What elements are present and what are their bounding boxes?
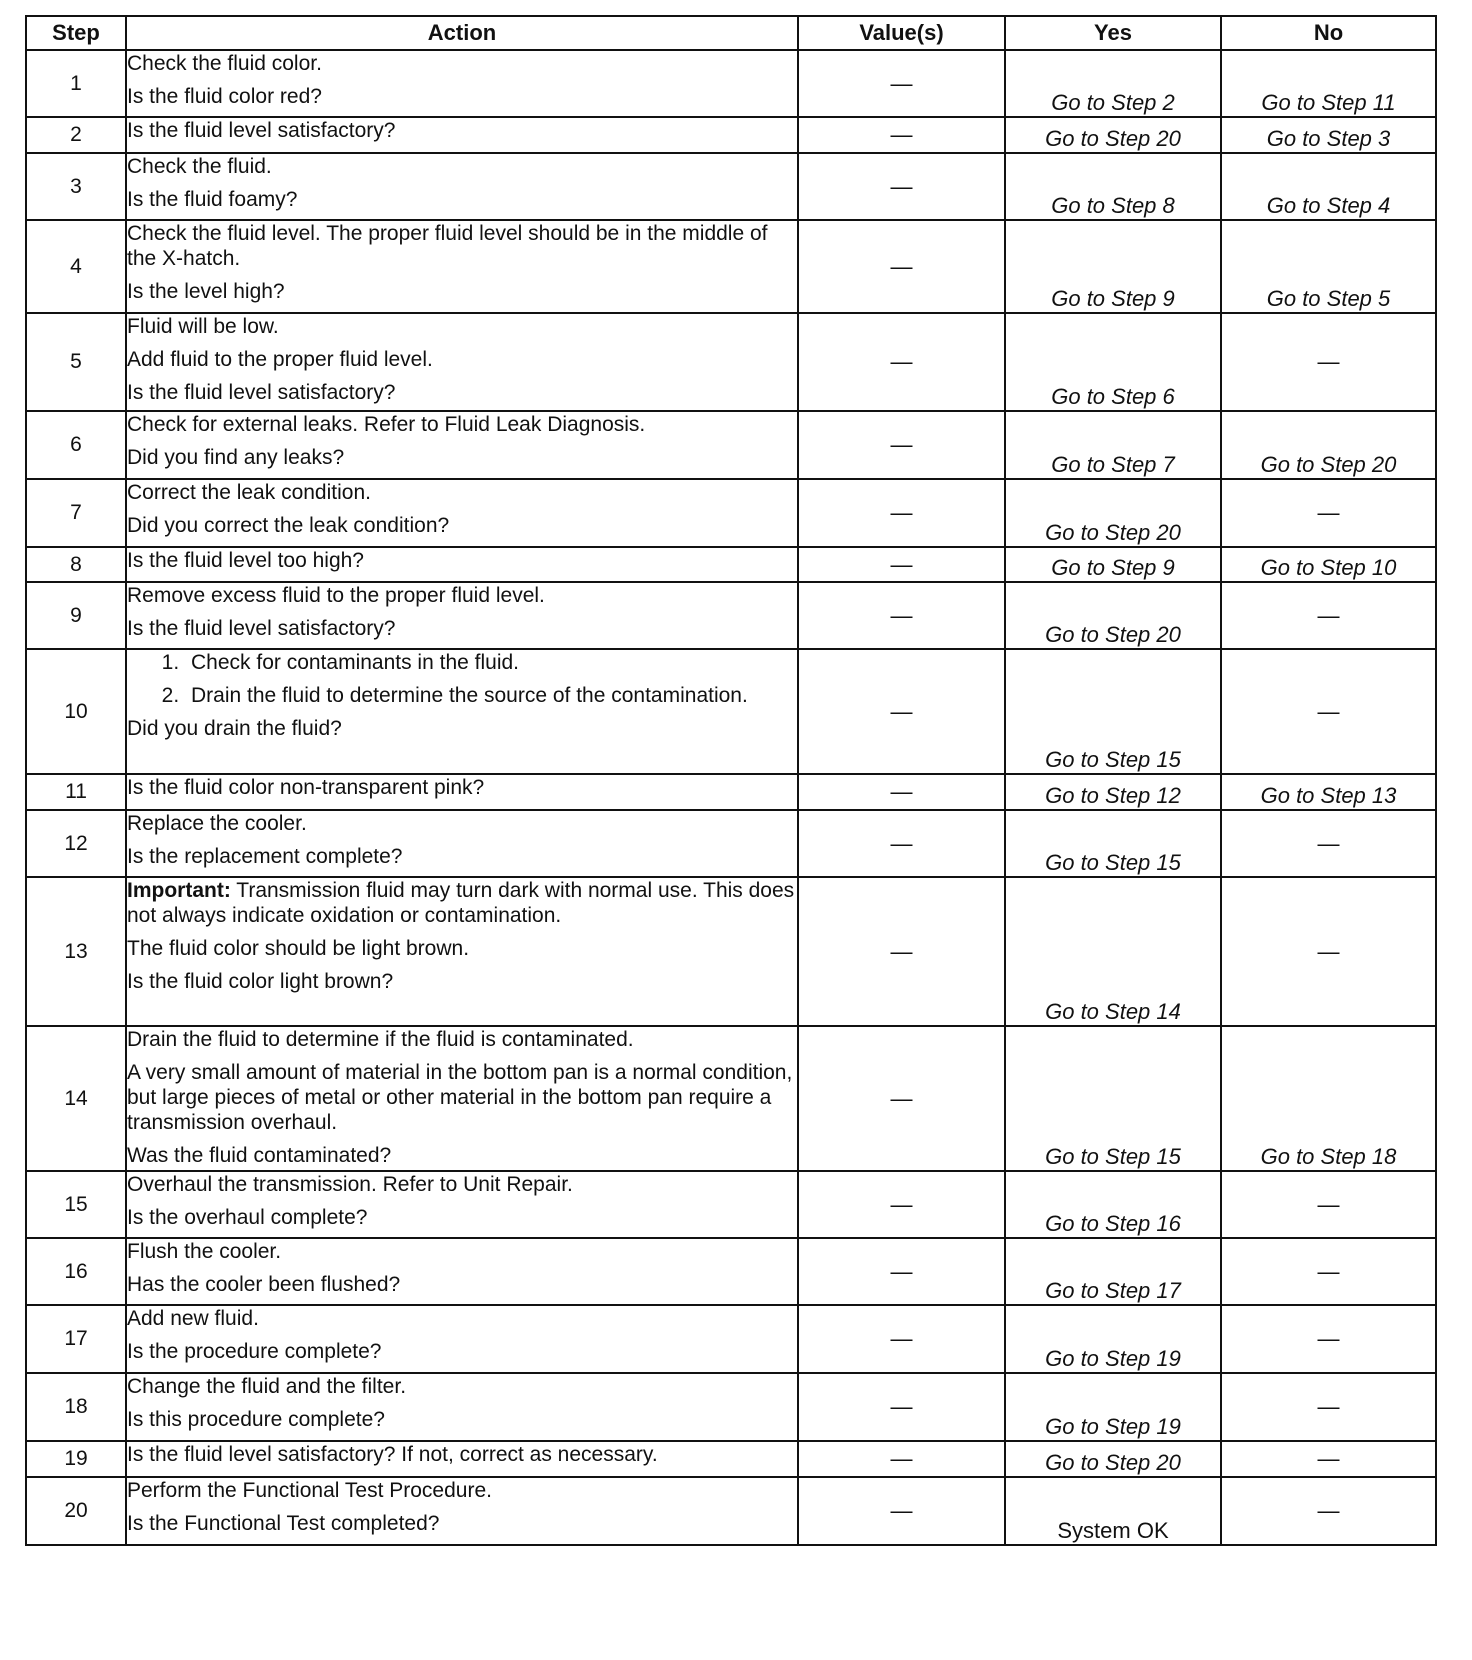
action-text: Did you find any leaks? [127, 446, 345, 469]
value-cell: — [798, 582, 1005, 649]
step-number: 4 [26, 220, 126, 313]
action-text: Was the fluid contaminated? [127, 1144, 392, 1167]
step-number: 11 [26, 774, 126, 810]
value-cell: — [798, 313, 1005, 411]
action-cell [126, 153, 798, 220]
diagnostic-table [25, 15, 1437, 1546]
table-row [26, 479, 1436, 547]
action-text: Flush the cooler. [127, 1240, 282, 1263]
action-cell [126, 1373, 798, 1441]
no-cell: Go to Step 10 [1221, 547, 1436, 582]
yes-cell: Go to Step 8 [1005, 153, 1221, 220]
yes-cell: Go to Step 19 [1005, 1373, 1221, 1441]
value-cell: — [798, 774, 1005, 810]
yes-cell: Go to Step 15 [1005, 810, 1221, 877]
header-values: Value(s) [798, 16, 1005, 50]
table-row [26, 1171, 1436, 1238]
no-cell: — [1221, 479, 1436, 547]
table-row [26, 1373, 1436, 1441]
yes-cell: Go to Step 9 [1005, 547, 1221, 582]
action-cell [126, 877, 798, 1026]
action-cell [126, 1477, 798, 1545]
step-number: 13 [26, 877, 126, 1026]
action-text: Overhaul the transmission. Refer to Unit Repair. [127, 1173, 573, 1196]
no-cell: — [1221, 1373, 1436, 1441]
table-row [26, 774, 1436, 810]
step-number: 14 [26, 1026, 126, 1171]
step-number: 12 [26, 810, 126, 877]
action-text: Replace the cooler. [127, 812, 307, 835]
table-row [26, 1026, 1436, 1171]
yes-cell: Go to Step 9 [1005, 220, 1221, 313]
action-text: Is the fluid level satisfactory? [127, 617, 396, 640]
action-text: Check for external leaks. Refer to Fluid Leak Diagnosis. [127, 413, 646, 436]
action-list [127, 650, 797, 708]
action-text: Is the fluid color light brown? [127, 970, 394, 993]
step-number: 15 [26, 1171, 126, 1238]
action-cell [126, 547, 798, 582]
table-row [26, 220, 1436, 313]
yes-cell: Go to Step 6 [1005, 313, 1221, 411]
step-number: 16 [26, 1238, 126, 1305]
yes-cell: Go to Step 16 [1005, 1171, 1221, 1238]
header-step: Step [26, 16, 126, 50]
action-text: Change the fluid and the filter. [127, 1375, 407, 1398]
action-text: Is the replacement complete? [127, 845, 403, 868]
important-note [127, 878, 797, 928]
table-row [26, 117, 1436, 153]
action-text: The fluid color should be light brown. [127, 937, 470, 960]
action-cell [126, 1026, 798, 1171]
no-cell: — [1221, 1171, 1436, 1238]
step-number: 17 [26, 1305, 126, 1373]
yes-cell: Go to Step 17 [1005, 1238, 1221, 1305]
no-cell: — [1221, 1305, 1436, 1373]
table-row [26, 810, 1436, 877]
no-cell: — [1221, 810, 1436, 877]
action-text: Drain the fluid to determine if the fluid is contaminated. [127, 1028, 634, 1051]
no-cell: — [1221, 1238, 1436, 1305]
action-text: Is this procedure complete? [127, 1408, 385, 1431]
step-number: 9 [26, 582, 126, 649]
action-text: Has the cooler been flushed? [127, 1273, 401, 1296]
no-cell: Go to Step 20 [1221, 411, 1436, 479]
no-cell: — [1221, 649, 1436, 774]
table-header [26, 16, 1436, 50]
value-cell: — [798, 220, 1005, 313]
step-number: 18 [26, 1373, 126, 1441]
action-text: Remove excess fluid to the proper fluid level. [127, 584, 545, 607]
action-text: A very small amount of material in the bottom pan is a normal condition, but large pieces of metal or other material in the bottom pan require a transmission overhaul. [127, 1061, 793, 1134]
yes-cell: Go to Step 7 [1005, 411, 1221, 479]
action-cell [126, 1305, 798, 1373]
action-cell [126, 1441, 798, 1477]
no-cell: — [1221, 313, 1436, 411]
table-body [26, 50, 1436, 1545]
step-number: 20 [26, 1477, 126, 1545]
action-cell [126, 220, 798, 313]
action-text: Check the fluid. [127, 155, 272, 178]
yes-cell: Go to Step 2 [1005, 50, 1221, 117]
step-number: 6 [26, 411, 126, 479]
header-yes: Yes [1005, 16, 1221, 50]
action-text: Is the procedure complete? [127, 1340, 382, 1363]
value-cell: — [798, 1026, 1005, 1171]
important-label: Important: [127, 879, 231, 902]
table-row [26, 313, 1436, 411]
action-cell [126, 117, 798, 153]
action-cell [126, 313, 798, 411]
table-row [26, 153, 1436, 220]
no-cell: Go to Step 13 [1221, 774, 1436, 810]
table-row [26, 411, 1436, 479]
value-cell: — [798, 1171, 1005, 1238]
action-text: Is the fluid color non-transparent pink? [127, 776, 485, 799]
value-cell: — [798, 411, 1005, 479]
table-row [26, 50, 1436, 117]
no-cell: — [1221, 877, 1436, 1026]
action-text: Is the fluid foamy? [127, 188, 298, 211]
yes-cell: System OK [1005, 1477, 1221, 1545]
no-cell: Go to Step 3 [1221, 117, 1436, 153]
table-row [26, 1238, 1436, 1305]
value-cell: — [798, 153, 1005, 220]
table-row [26, 649, 1436, 774]
value-cell: — [798, 117, 1005, 153]
table-row [26, 1305, 1436, 1373]
action-cell [126, 479, 798, 547]
step-number: 19 [26, 1441, 126, 1477]
value-cell: — [798, 810, 1005, 877]
value-cell: — [798, 1238, 1005, 1305]
action-text: Correct the leak condition. [127, 481, 371, 504]
action-cell [126, 411, 798, 479]
value-cell: — [798, 1477, 1005, 1545]
action-text: Is the Functional Test completed? [127, 1512, 440, 1535]
action-list-item: 2. Drain the fluid to determine the source of the contamination. [185, 683, 797, 708]
action-text: Is the fluid level too high? [127, 549, 364, 572]
action-text: Is the level high? [127, 280, 285, 303]
yes-cell: Go to Step 12 [1005, 774, 1221, 810]
step-number: 3 [26, 153, 126, 220]
step-number: 8 [26, 547, 126, 582]
step-number: 7 [26, 479, 126, 547]
action-cell [126, 810, 798, 877]
value-cell: — [798, 877, 1005, 1026]
value-cell: — [798, 547, 1005, 582]
action-text: Fluid will be low. [127, 315, 279, 338]
value-cell: — [798, 649, 1005, 774]
action-text: Perform the Functional Test Procedure. [127, 1479, 492, 1502]
action-cell [126, 649, 798, 774]
value-cell: — [798, 1373, 1005, 1441]
action-cell [126, 1238, 798, 1305]
action-cell [126, 50, 798, 117]
no-cell: — [1221, 582, 1436, 649]
header-action: Action [126, 16, 798, 50]
action-text: Check the fluid level. The proper fluid level should be in the middle of the X-hatch. [127, 222, 768, 270]
no-cell: Go to Step 18 [1221, 1026, 1436, 1171]
step-number: 2 [26, 117, 126, 153]
table-row [26, 1477, 1436, 1545]
value-cell: — [798, 1441, 1005, 1477]
action-text: Add new fluid. [127, 1307, 259, 1330]
header-row [26, 16, 1436, 50]
no-cell: Go to Step 5 [1221, 220, 1436, 313]
yes-cell: Go to Step 20 [1005, 479, 1221, 547]
action-text: Is the overhaul complete? [127, 1206, 368, 1229]
yes-cell: Go to Step 20 [1005, 1441, 1221, 1477]
no-cell: — [1221, 1477, 1436, 1545]
yes-cell: Go to Step 19 [1005, 1305, 1221, 1373]
header-no: No [1221, 16, 1436, 50]
value-cell: — [798, 479, 1005, 547]
yes-cell: Go to Step 15 [1005, 649, 1221, 774]
table-row [26, 1441, 1436, 1477]
action-text: Did you drain the fluid? [127, 717, 342, 740]
step-number: 10 [26, 649, 126, 774]
table-row [26, 582, 1436, 649]
no-cell: Go to Step 4 [1221, 153, 1436, 220]
yes-cell: Go to Step 14 [1005, 877, 1221, 1026]
action-list-item: 1. Check for contaminants in the fluid. [185, 650, 797, 675]
important-text: Transmission fluid may turn dark with normal use. This does not always indicate oxidation or contamination. [127, 879, 795, 927]
value-cell: — [798, 1305, 1005, 1373]
action-text: Is the fluid color red? [127, 85, 322, 108]
step-number: 1 [26, 50, 126, 117]
table-row [26, 547, 1436, 582]
value-cell: — [798, 50, 1005, 117]
yes-cell: Go to Step 15 [1005, 1026, 1221, 1171]
action-cell [126, 1171, 798, 1238]
action-text: Add fluid to the proper fluid level. [127, 348, 433, 371]
action-cell [126, 774, 798, 810]
action-text: Is the fluid level satisfactory? [127, 381, 396, 404]
action-cell [126, 582, 798, 649]
action-text: Check the fluid color. [127, 52, 322, 75]
step-number: 5 [26, 313, 126, 411]
action-text: Is the fluid level satisfactory? If not, correct as necessary. [127, 1443, 658, 1466]
yes-cell: Go to Step 20 [1005, 117, 1221, 153]
action-text: Did you correct the leak condition? [127, 514, 450, 537]
yes-cell: Go to Step 20 [1005, 582, 1221, 649]
action-text: Is the fluid level satisfactory? [127, 119, 396, 142]
table-row [26, 877, 1436, 1026]
no-cell: — [1221, 1441, 1436, 1477]
no-cell: Go to Step 11 [1221, 50, 1436, 117]
